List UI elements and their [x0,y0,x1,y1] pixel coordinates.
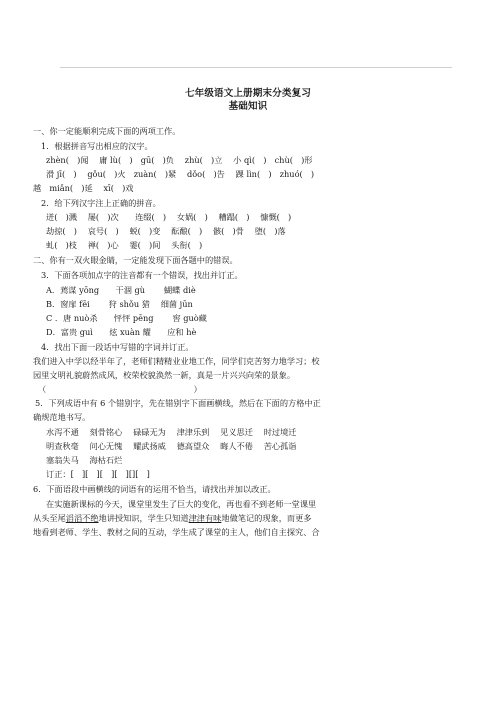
question-5-continued: 确规范地书写。 [33,412,91,422]
section-1-heading: 一、你一定能顺利完成下面的两项工作。 [33,126,181,136]
option-c: C ．唐 nuò杀 怦怦 pēng 窖 guò藏 [46,313,207,323]
correction-boxes: 订正：[ ][ ][ ][ ][][ ] [46,469,150,479]
paragraph-line-2: 园里文明礼貌蔚然成风，校荣校貌涣然一新，真是一片兴兴向荣的景象。 [33,370,296,380]
header-rule [60,67,452,68]
question-3-heading: 3．下面各项加点字的注音都有一个错误，找出并订正。 [41,270,243,280]
hanzi-row-1: 迸( )溅 屡( )次 连缀( ) 女娲( ) 糟蹋( ) 慷慨( ) [46,212,292,222]
idiom-row-2: 明查秋毫 问心无愧 耀武扬威 德高望众 晦人不倦 苦心孤诣 [46,441,297,451]
option-b: B．窗扉 fēi 狩 shǒu 猎 细菌 jūn [46,299,193,309]
page-title: 七年级语文上册期末分类复习 [184,88,312,99]
passage-line-2 [33,512,311,524]
hanzi-row-2: 劫掠( ) 哀号( ) 蜕( )变 酝酿( ) 骸( )骨 堕( )落 [46,226,286,236]
paragraph-line-1: 我们进入中学以经半年了，老师们精精业业地工作，同学们克苦努力地学习；校 [33,356,320,366]
pinyin-row-1: zhèn( )闻 庸 lù( ) gū( )负 zhù( )立 小 qì( ) chù( )形 [46,155,313,165]
pinyin-row-2: 滑 jī( ) gǒu( )火 zuàn( )紧 dǒo( )告 踝 lìn( ) zhuó( ) [46,169,315,179]
section-2-heading: 二、你有一双火眼金睛，一定能发现下面各题中的错误。 [33,255,238,265]
passage-line-3: 地看到老师、学生、教材之间的互动，学生成了课堂的主人，他们自主探究、合 [33,527,320,537]
option-a: A．蔫谋 yōng 干涸 gù 蝴蝶 diè [46,285,196,295]
underlined-phrase: 滔滔不绝 [65,513,99,523]
passage-line-1: 在实施新课标的今天，课堂里发生了巨大的变化，再也看不到老师一堂课里 [46,499,317,509]
passage-text: 地做笔记的现象，而更多 [221,513,312,523]
idiom-row-1: 水泻不通 刻骨铭心 碌碌无为 津津乐到 见义思迁 时过境迁 [46,427,297,437]
underlined-phrase: 津津有味 [188,513,222,523]
option-d: D．富贵 guì 炫 xuàn 耀 应和 hè [46,327,197,337]
page-subtitle: 基础知识 [228,101,268,112]
question-2-heading: 2．给下列汉字注上正确的拼音。 [41,198,161,208]
passage-text: 地讲授知识，学生只知道 [98,513,189,523]
hanzi-row-3: 虬( )枝 禅( )心 霎( )间 头衔( ) [46,240,203,250]
pinyin-row-3: 越 miǎn( )延 xī( )戏 [33,183,134,193]
passage-text: 从头至尾 [33,513,66,523]
question-4-heading: 4．找出下面一段话中写错的字词并订正。 [41,342,194,352]
answer-brackets: （ ） [38,384,202,394]
question-6-heading: 6．下面语段中画横线的词语有的运用不恰当，请找出并加以改正。 [33,484,276,494]
idiom-row-3: 塞翁失马 海枯石烂 [46,455,123,465]
question-5-heading: 5．下列成语中有 6 个错别字，先在错别字下面画横线，然后在下面的方格中正 [35,398,321,408]
question-1-heading: 1．根据拼音写出相应的汉字。 [41,141,153,151]
